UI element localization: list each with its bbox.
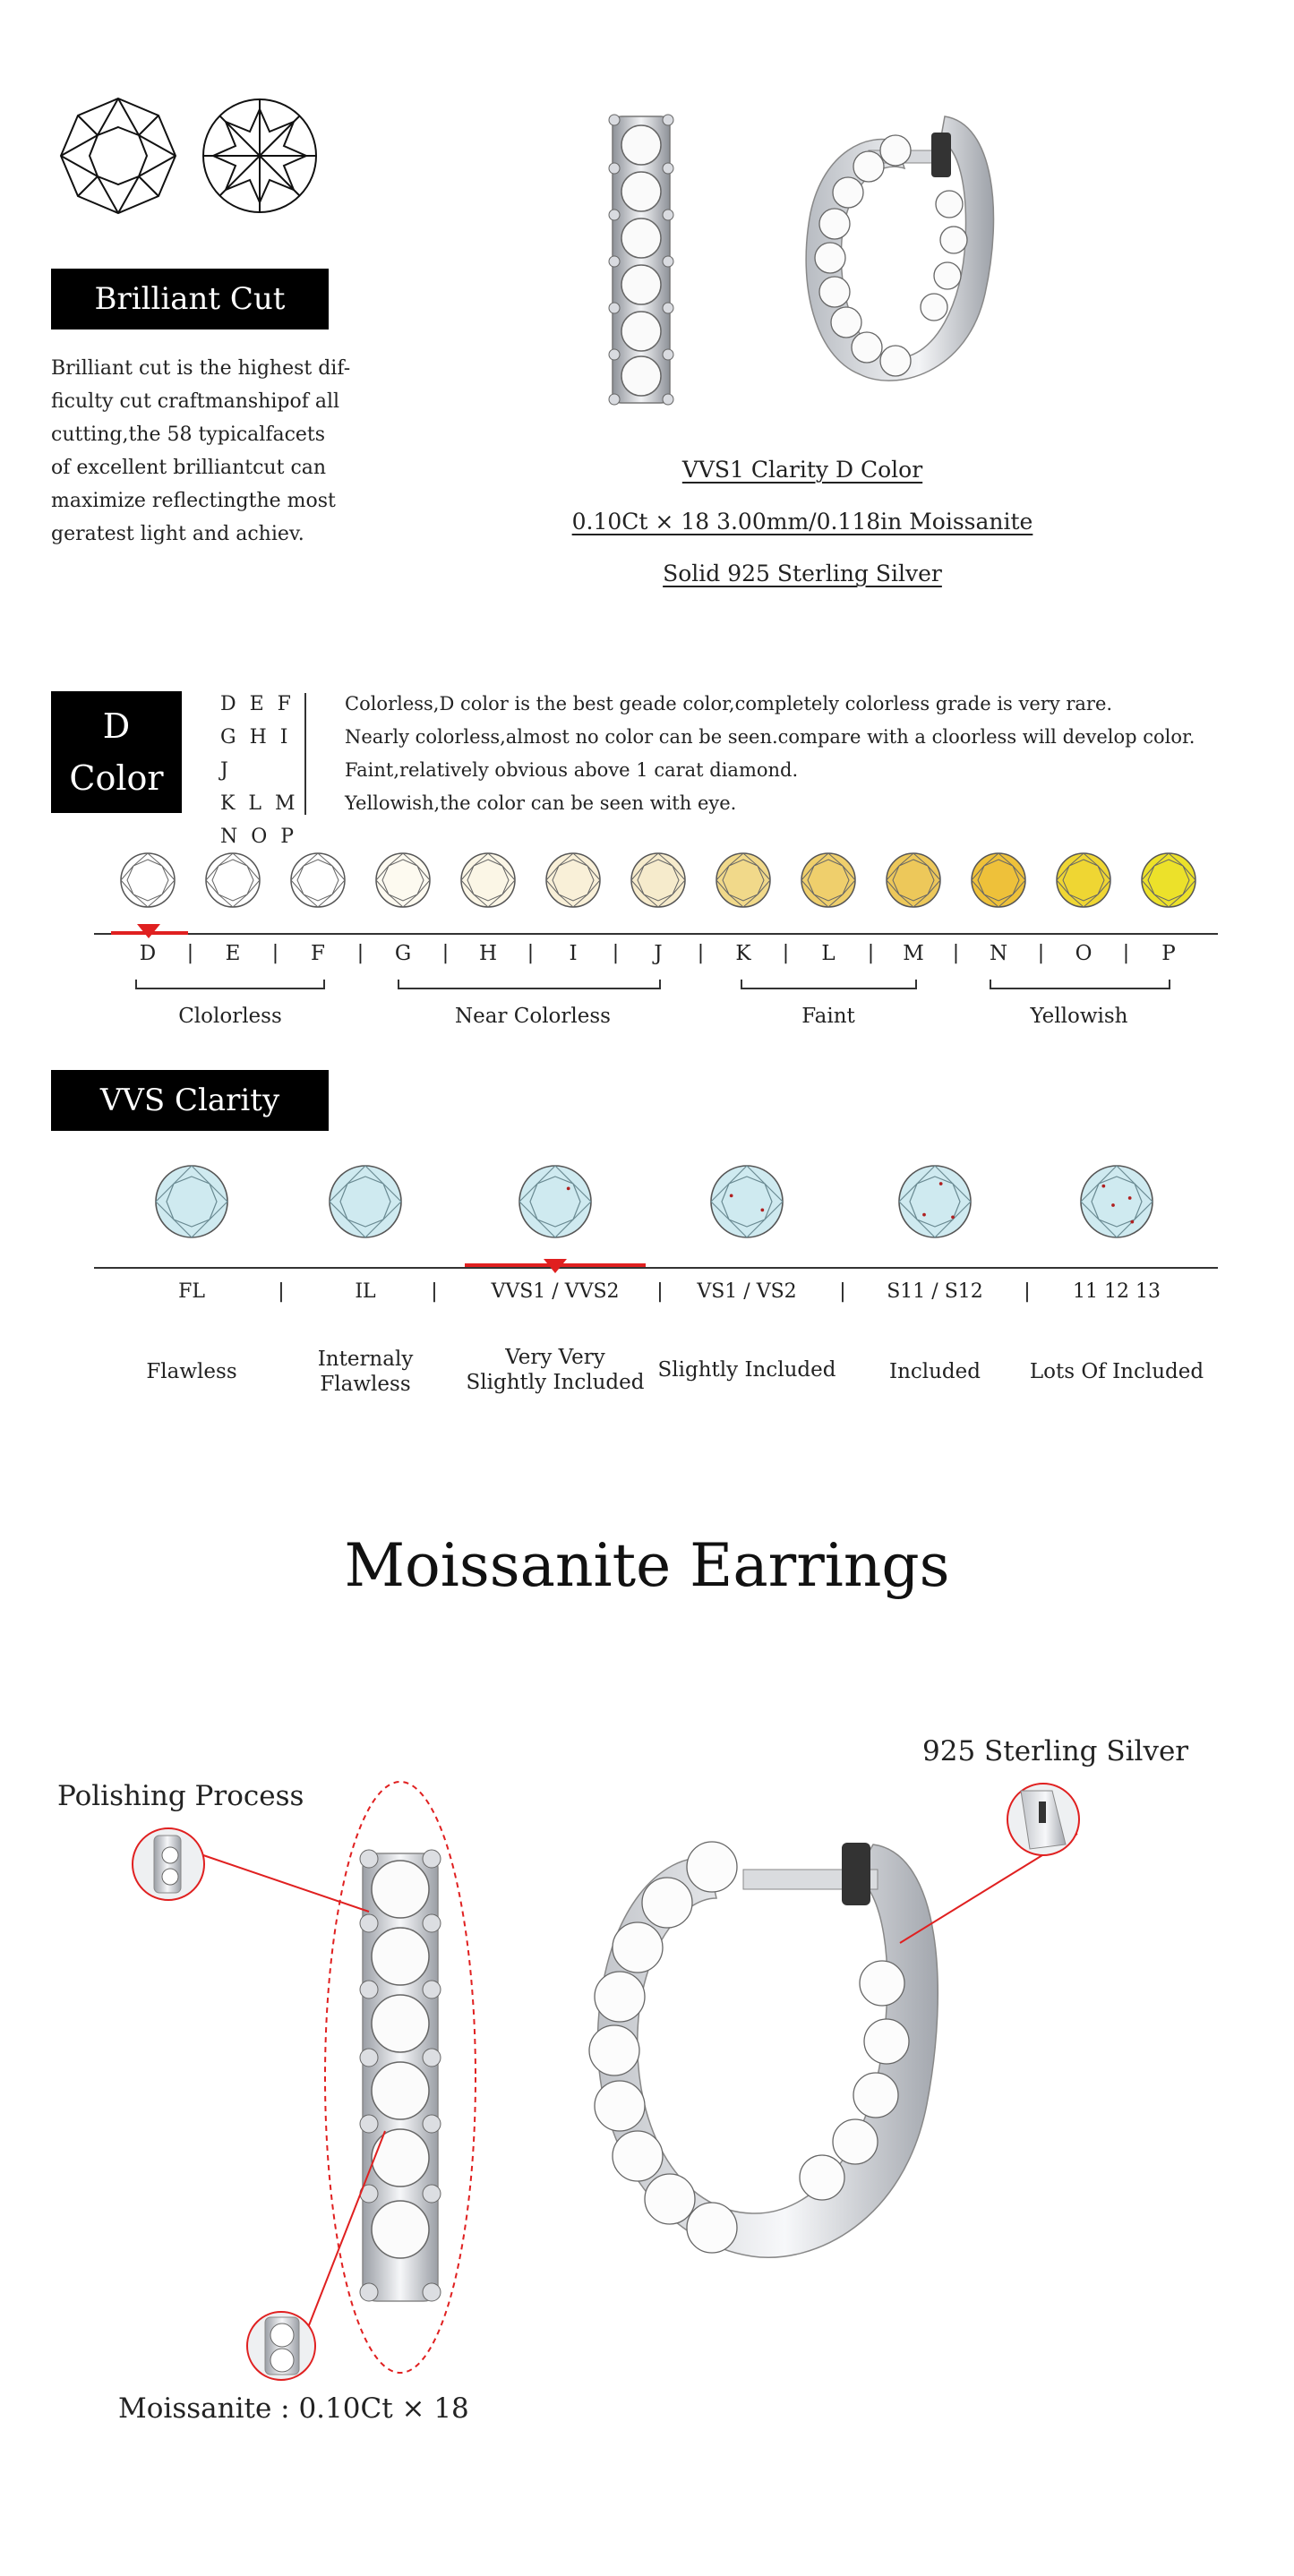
d-color-badge — [51, 691, 182, 813]
color-letter-separator: | — [867, 942, 875, 964]
color-gem-f — [288, 851, 347, 910]
clarity-code-vs: VS1 / VS2 — [697, 1280, 797, 1303]
clarity-separator: | — [656, 1280, 664, 1303]
color-gem-k — [714, 851, 773, 910]
color-scale-line — [94, 933, 1218, 935]
color-gem-h — [458, 851, 518, 910]
clarity-name-flawless — [102, 1359, 281, 1384]
grade-desc-nop: Yellowish,the color can be seen with eye. — [345, 792, 737, 814]
color-letter-h: H — [478, 942, 498, 965]
color-letter-separator: | — [697, 942, 705, 964]
clarity-gem-1 — [152, 1162, 231, 1241]
grade-code-ghij: G H I J — [220, 726, 292, 782]
clarity-name-internally-flawless — [276, 1347, 455, 1397]
group-label-near-colorless: Near Colorless — [455, 1005, 611, 1028]
hoop-earring — [589, 1842, 938, 2257]
grade-desc-def: Colorless,D color is the best geade color,completely colorless grade is very rare. — [345, 693, 1113, 715]
spec-carat-size: 0.10Ct × 18 3.00mm/0.118in Moissanite — [571, 509, 1033, 535]
clarity-code-si: S11 / S12 — [887, 1280, 983, 1303]
brilliant-cut-description — [51, 352, 356, 551]
color-letter-p: P — [1161, 942, 1176, 965]
clarity-separator: | — [431, 1280, 438, 1303]
clarity-name-line: Flawless — [146, 1360, 237, 1383]
color-letter-separator: | — [271, 942, 279, 964]
spec-clarity-color: VVS1 Clarity D Color — [681, 457, 923, 483]
color-letter-separator: | — [1037, 942, 1045, 964]
callout-polishing-process: Polishing Process — [57, 1780, 304, 1812]
color-gem-p — [1139, 851, 1198, 910]
d-color-badge-letter: D — [102, 706, 131, 746]
color-letter-g: G — [394, 942, 412, 965]
color-gem-g — [373, 851, 433, 910]
clarity-code-il: IL — [355, 1280, 376, 1303]
earrings-detail-illustration — [0, 1755, 1294, 2400]
color-grade-codes — [220, 688, 310, 853]
color-letter-k: K — [735, 942, 751, 965]
group-label-yellowish: Yellowish — [1030, 1005, 1128, 1028]
color-letter-j: J — [654, 942, 663, 965]
section-title: Moissanite Earrings — [344, 1531, 950, 1600]
color-letter-separator: | — [782, 942, 790, 964]
callout-moissanite: Moissanite : 0.10Ct × 18 — [118, 2392, 469, 2425]
clarity-separator: | — [839, 1280, 846, 1303]
color-letter-separator: | — [1122, 942, 1130, 964]
grade-code-nop: N O P — [220, 826, 298, 848]
callout-sterling-silver: 925 Sterling Silver — [922, 1735, 1189, 1767]
color-gem-o — [1054, 851, 1113, 910]
color-letter-i: I — [569, 942, 578, 965]
clarity-scale-line — [94, 1267, 1218, 1269]
description-line: maximize reflectingthe most — [51, 490, 336, 512]
color-gem-e — [203, 851, 262, 910]
description-line: Brilliant cut is the highest dif- — [51, 357, 351, 380]
clarity-gem-6 — [1077, 1162, 1156, 1241]
description-line: of excellent brilliantcut can — [51, 457, 327, 479]
color-group-brackets — [125, 978, 1182, 999]
clarity-name-line: Slightly Included — [657, 1358, 836, 1382]
color-gem-m — [884, 851, 943, 910]
grade-desc-klm: Faint,relatively obvious above 1 carat diamond. — [345, 759, 799, 781]
color-letter-f: F — [311, 942, 325, 965]
clarity-code-i: 11 12 13 — [1073, 1280, 1161, 1303]
clarity-name-lots-included — [1018, 1359, 1215, 1384]
brilliant-cut-title — [51, 269, 329, 329]
callout-polishing-zoom — [133, 1828, 204, 1900]
group-label-colorless: Clolorless — [178, 1005, 282, 1028]
color-letter-d: D — [139, 942, 157, 965]
color-gem-j — [629, 851, 688, 910]
grade-divider — [304, 693, 306, 815]
color-letter-separator: | — [952, 942, 960, 964]
d-color-badge-word: Color — [69, 758, 164, 798]
clarity-code-fl: FL — [178, 1280, 205, 1303]
clarity-name-vvs — [448, 1345, 663, 1395]
clarity-gem-3 — [516, 1162, 595, 1241]
color-letter-separator: | — [186, 942, 194, 964]
color-letter-m: M — [903, 942, 924, 965]
grade-desc-ghij: Nearly colorless,almost no color can be seen.compare with a cloorless will develop color. — [345, 726, 1195, 748]
earring-hoop-front-view — [761, 106, 1003, 401]
color-letter-separator: | — [527, 942, 535, 964]
clarity-name-slightly-included — [648, 1357, 845, 1382]
vvs-clarity-title — [51, 1070, 329, 1131]
color-gem-i — [544, 851, 603, 910]
bar-earring — [360, 1850, 441, 2301]
color-gem-n — [969, 851, 1028, 910]
grade-code-def: D E F — [220, 693, 295, 715]
color-selected-marker-icon — [135, 922, 162, 940]
clarity-gem-2 — [326, 1162, 405, 1241]
brilliant-cut-bottom-diagram — [201, 97, 319, 215]
clarity-selected-marker-icon — [542, 1257, 569, 1275]
description-line: geratest light and achiev. — [51, 523, 304, 545]
color-letter-l: L — [821, 942, 836, 965]
clarity-name-included — [845, 1359, 1024, 1384]
color-grade-descriptions — [345, 688, 1258, 820]
grade-code-klm: K L M — [220, 792, 299, 815]
color-letter-separator: | — [612, 942, 620, 964]
clarity-code-vvs: VVS1 / VVS2 — [491, 1280, 620, 1303]
clarity-name-line: Included — [888, 1360, 981, 1383]
color-letter-separator: | — [441, 942, 450, 964]
color-gem-l — [799, 851, 858, 910]
clarity-gem-5 — [896, 1162, 974, 1241]
color-letter-separator: | — [356, 942, 364, 964]
clarity-separator: | — [1024, 1280, 1031, 1303]
clarity-name-line: Very Very — [505, 1346, 605, 1369]
clarity-separator: | — [278, 1280, 285, 1303]
brilliant-cut-title-text: Brilliant Cut — [94, 281, 286, 317]
clarity-name-line: Flawless — [320, 1373, 411, 1396]
description-line: ficulty cut craftmanshipof all — [51, 390, 340, 413]
callout-moissanite-zoom — [247, 2312, 315, 2380]
spec-metal: Solid 925 Sterling Silver — [663, 561, 942, 586]
clarity-name-line: Lots Of Included — [1029, 1360, 1204, 1383]
color-letter-e: E — [225, 942, 241, 965]
color-gem-d — [118, 851, 177, 910]
color-letter-o: O — [1075, 942, 1093, 965]
brilliant-cut-top-diagram — [59, 97, 177, 215]
color-letter-n: N — [989, 942, 1008, 965]
clarity-name-line: Slightly Included — [466, 1371, 645, 1394]
clarity-gem-4 — [707, 1162, 786, 1241]
description-line: cutting,the 58 typicalfacets — [51, 424, 326, 446]
vvs-clarity-title-text: VVS Clarity — [99, 1083, 280, 1118]
clarity-name-line: Internaly — [317, 1348, 414, 1371]
group-label-faint: Faint — [801, 1005, 855, 1028]
earring-bar-side-view — [605, 109, 677, 414]
callout-silver-zoom — [1007, 1784, 1079, 1855]
